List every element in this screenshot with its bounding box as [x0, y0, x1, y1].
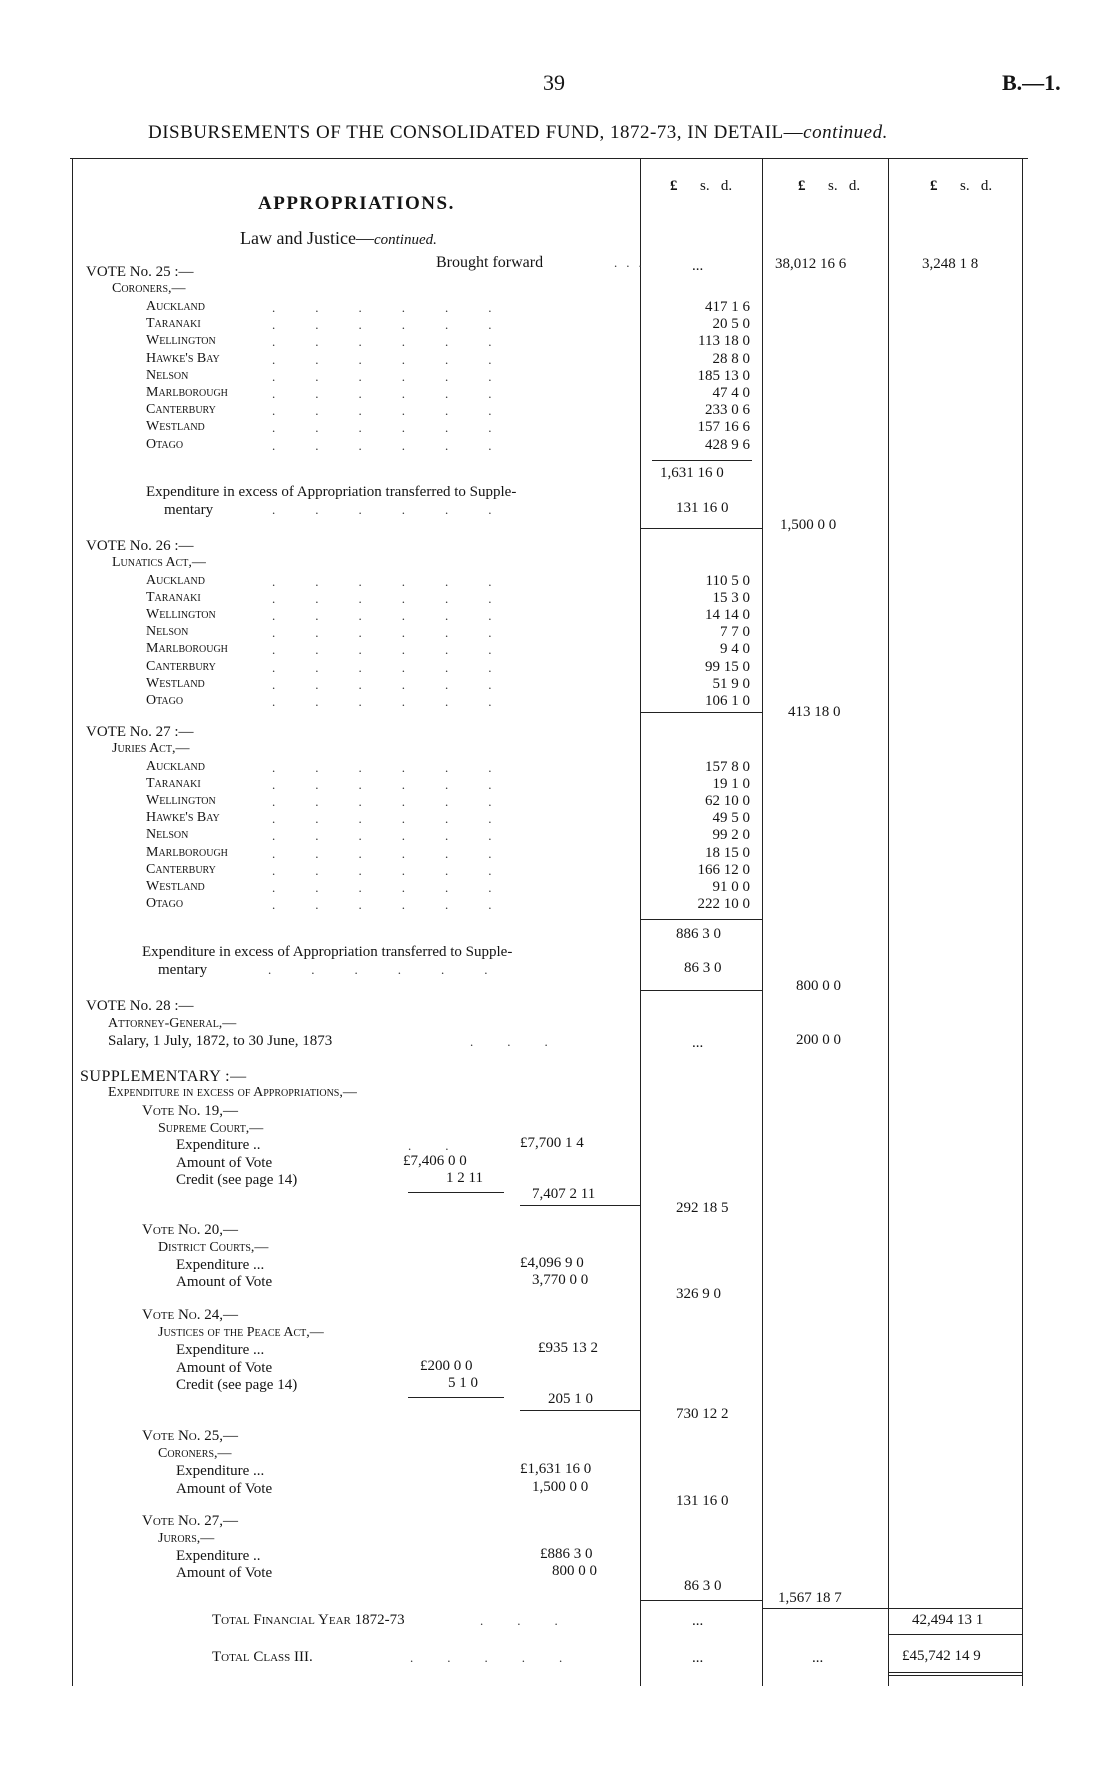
col2-d: d. — [848, 178, 861, 194]
list-item-name: Nelson — [146, 624, 189, 640]
supp-v24-rule2 — [520, 1410, 640, 1411]
list-item-value: 18 15 0 — [705, 844, 750, 861]
list-item-value: 233 0 6 — [705, 402, 750, 419]
supp-v19-rule2 — [520, 1205, 640, 1206]
leader-dots: ...... — [272, 760, 532, 775]
supp-v25-amt-label: Amount of Vote — [176, 1481, 273, 1497]
list-item-name: Westland — [146, 675, 205, 691]
list-item-name: Canterbury — [146, 861, 216, 877]
list-item-name: Wellington — [146, 607, 216, 623]
list-item-value: 99 15 0 — [705, 658, 750, 675]
vote26-heading: VOTE No. 26 :— — [86, 538, 194, 554]
leader-dots: ...... — [272, 386, 532, 401]
leader-dots: ...... — [272, 845, 532, 861]
supp-v19-amt-label: Amount of Vote — [176, 1155, 273, 1171]
supp-v24-cred: 5 1 0 — [448, 1375, 478, 1391]
leader-dots: ...... — [272, 591, 532, 607]
supp-v25-exp: £1,631 16 0 — [520, 1461, 592, 1477]
vote27-excess-dots: ...... — [268, 962, 528, 977]
supp-v27-exp-label: Expenditure .. — [176, 1548, 261, 1564]
supp-v19-rule — [408, 1192, 504, 1193]
fy-c1: ... — [692, 1613, 704, 1629]
vote27-total: 886 3 0 — [676, 926, 721, 942]
list-item-name: Hawke's Bay — [146, 350, 220, 366]
list-item-name: Auckland — [146, 299, 205, 314]
page-title — [148, 122, 888, 144]
leader-dots: ...... — [272, 828, 532, 844]
section-subtitle — [240, 228, 437, 249]
supp-v27-vote: Vote No. 27,— — [142, 1513, 238, 1529]
subtitle-text: Law and Justice— — [240, 228, 374, 248]
list-item-value: 9 4 0 — [720, 641, 750, 658]
vote27-excess: 86 3 0 — [684, 960, 722, 976]
list-item-name: Marlborough — [146, 641, 228, 657]
list-item-value: 28 8 0 — [712, 350, 750, 367]
leader-dots: ...... — [272, 693, 532, 709]
col1-s: s. — [700, 178, 710, 194]
list-item-name: Nelson — [146, 827, 189, 843]
supp-v19-exp-dots: .. — [408, 1138, 483, 1153]
col3-pound: £ — [930, 178, 938, 194]
list-item-name: Wellington — [146, 333, 216, 349]
supp-v27-excess: 86 3 0 — [684, 1578, 722, 1594]
list-item-name: Otago — [146, 895, 184, 911]
leader-dots: ...... — [272, 403, 532, 419]
supp-total: 1,567 18 7 — [778, 1590, 842, 1606]
vote28-c2: 200 0 0 — [796, 1032, 841, 1048]
section-title: APPROPRIATIONS. — [258, 193, 455, 214]
supp-v19-cred-label: Credit (see page 14) — [176, 1172, 298, 1188]
leader-dots: ...... — [272, 574, 532, 589]
supp-v20-amt: 3,770 0 0 — [532, 1272, 589, 1288]
fy-dots: ... — [480, 1613, 592, 1628]
supp-v19-amt: £7,406 0 0 — [403, 1153, 467, 1169]
supp-v19-exp-label: Expenditure .. — [176, 1137, 261, 1153]
supp-v24-amt-label: Amount of Vote — [176, 1360, 273, 1376]
document-reference: B.—1. — [1002, 70, 1061, 95]
supp-v25-court: Coroners,— — [158, 1446, 232, 1461]
leader-dots: ...... — [272, 862, 532, 878]
list-item-name: Hawke's Bay — [146, 810, 220, 826]
list-item-value: 47 4 0 — [712, 385, 750, 401]
col3-d: d. — [980, 178, 993, 194]
supp-v19-court: Supreme Court,— — [158, 1121, 264, 1136]
col3-s: s. — [960, 178, 970, 194]
supp-v20-excess: 326 9 0 — [676, 1286, 721, 1302]
col2-pound: £ — [798, 178, 806, 194]
vote25-excess-label-2: mentary — [164, 502, 214, 518]
vote28-sub: Attorney-General,— — [108, 1016, 237, 1031]
list-item-value: 20 5 0 — [712, 316, 750, 333]
col1-d: d. — [720, 178, 733, 194]
supp-v20-court: District Courts,— — [158, 1240, 269, 1255]
list-item-value: 157 16 6 — [697, 419, 750, 436]
leader-dots: ...... — [272, 437, 532, 453]
vote25-excess: 131 16 0 — [676, 500, 729, 516]
brought-forward-label: Brought forward — [436, 254, 544, 271]
vote25-total: 1,631 16 0 — [660, 465, 724, 481]
vote27-net-rule — [640, 990, 762, 991]
list-item-value: 49 5 0 — [712, 810, 750, 827]
class-c1: ... — [692, 1650, 704, 1666]
fy-c3: 42,494 13 1 — [912, 1612, 984, 1628]
page-number: 39 — [543, 70, 565, 95]
col2-rule — [762, 158, 763, 1686]
leader-dots: ...... — [272, 351, 532, 367]
class-double-rule-1 — [888, 1672, 1022, 1673]
list-item-name: Taranaki — [146, 590, 201, 606]
vote25-excess-label-1: Expenditure in excess of Appropriation transferred to Supple- — [146, 484, 517, 500]
list-item-name: Canterbury — [146, 658, 216, 674]
supp-v25-vote: Vote No. 25,— — [142, 1428, 238, 1444]
leader-dots: ...... — [272, 608, 532, 624]
list-item-name: Auckland — [146, 573, 205, 588]
vote26-net: 413 18 0 — [788, 704, 841, 720]
vote26-rule — [640, 712, 762, 713]
col2-head — [798, 178, 860, 195]
list-item-value: 7 7 0 — [720, 624, 750, 641]
fy-rule — [762, 1608, 1022, 1609]
title-continued: continued. — [803, 122, 888, 143]
brought-forward-c2: 38,012 16 6 — [775, 256, 847, 272]
vote27-excess-label-2: mentary — [158, 962, 208, 978]
list-item-value: 14 14 0 — [705, 607, 750, 624]
supp-v27-court: Jurors,— — [158, 1531, 215, 1546]
vote28-c1: ... — [692, 1035, 704, 1051]
vote25-net-rule — [640, 528, 762, 529]
list-item-name: Nelson — [146, 367, 189, 383]
class-double-rule-2 — [888, 1675, 1022, 1676]
list-item-name: Westland — [146, 419, 205, 435]
list-item-name: Otago — [146, 692, 184, 708]
list-item-name: Taranaki — [146, 776, 201, 792]
supp-v25-amt: 1,500 0 0 — [532, 1479, 589, 1495]
brought-forward-c3: 3,248 1 8 — [922, 256, 979, 272]
list-item-name: Marlborough — [146, 844, 228, 860]
brought-forward-dots: ... — [614, 255, 651, 270]
leader-dots: ...... — [272, 300, 532, 315]
vote25-excess-dots: ...... — [272, 502, 532, 517]
leader-dots: ...... — [272, 334, 532, 350]
supp-v19-subtotal: 7,407 2 11 — [532, 1186, 596, 1202]
supp-v19-exp: £7,700 1 4 — [520, 1135, 584, 1151]
vote27-sub: Juries Act,— — [112, 741, 190, 756]
supp-v27-amt: 800 0 0 — [552, 1563, 597, 1579]
col3-rule — [888, 158, 889, 1686]
class-label: Total Class III. — [212, 1649, 313, 1665]
leader-dots: ...... — [272, 777, 532, 793]
vote25-sub: Coroners,— — [112, 281, 186, 296]
supp-v25-exp-label: Expenditure ... — [176, 1463, 265, 1479]
left-rule — [72, 158, 73, 1686]
vote27-rule — [640, 919, 762, 920]
supp-v19-vote: Vote No. 19,— — [142, 1103, 238, 1119]
list-item-value: 91 0 0 — [712, 878, 750, 895]
supp-v24-vote: Vote No. 24,— — [142, 1307, 238, 1323]
supp-v19-excess: 292 18 5 — [676, 1200, 729, 1216]
subtitle-continued: continued. — [373, 232, 437, 248]
supp-heading: SUPPLEMENTARY :— — [80, 1068, 247, 1085]
supp-v24-exp-label: Expenditure ... — [176, 1342, 265, 1358]
col1-pound: £ — [670, 178, 678, 194]
leader-dots: ...... — [272, 676, 532, 692]
col1-rule — [640, 158, 641, 1686]
list-item-value: 51 9 0 — [712, 675, 750, 692]
leader-dots: ...... — [272, 896, 532, 912]
supp-v20-exp-label: Expenditure ... — [176, 1257, 265, 1273]
class-dots: ..... — [410, 1650, 597, 1665]
list-item-name: Canterbury — [146, 402, 216, 418]
list-item-value: 157 8 0 — [705, 759, 750, 775]
supp-v24-amt: £200 0 0 — [420, 1358, 473, 1374]
class-c2: ... — [812, 1650, 824, 1666]
fy-label: Total Financial Year 1872-73 — [212, 1612, 405, 1628]
list-item-value: 113 18 0 — [698, 333, 750, 350]
leader-dots: ...... — [272, 811, 532, 827]
list-item-value: 99 2 0 — [712, 827, 750, 844]
supp-v24-court: Justices of the Peace Act,— — [158, 1325, 324, 1340]
top-rule — [70, 158, 1028, 159]
list-item-name: Taranaki — [146, 316, 201, 332]
list-item-value: 417 1 6 — [705, 299, 750, 315]
vote27-net: 800 0 0 — [796, 978, 841, 994]
list-item-value: 222 10 0 — [697, 895, 750, 912]
supp-v24-exp: £935 13 2 — [538, 1340, 598, 1356]
vote28-dots: ... — [470, 1034, 582, 1049]
supp-v24-excess: 730 12 2 — [676, 1406, 729, 1422]
list-item-value: 15 3 0 — [712, 590, 750, 607]
class-rule — [888, 1634, 1022, 1635]
list-item-name: Marlborough — [146, 385, 228, 400]
list-item-name: Wellington — [146, 793, 216, 809]
list-item-value: 106 1 0 — [705, 692, 750, 709]
list-item-value: 166 12 0 — [697, 861, 750, 878]
vote27-heading: VOTE No. 27 :— — [86, 724, 194, 740]
leader-dots: ...... — [272, 420, 532, 436]
right-rule — [1022, 158, 1023, 1686]
supp-v27-exp: £886 3 0 — [540, 1546, 593, 1562]
supp-v24-rule — [408, 1397, 504, 1398]
leader-dots: ...... — [272, 317, 532, 333]
title-text: DISBURSEMENTS OF THE CONSOLIDATED FUND, 1872-73, IN DETAIL— — [148, 122, 804, 143]
vote25-net: 1,500 0 0 — [780, 517, 837, 533]
list-item-value: 428 9 6 — [705, 436, 750, 453]
col2-s: s. — [828, 178, 838, 194]
class-c3: £45,742 14 9 — [902, 1648, 981, 1664]
leader-dots: ...... — [272, 368, 532, 384]
list-item-value: 19 1 0 — [712, 776, 750, 793]
supp-v19-cred: 1 2 11 — [446, 1170, 483, 1186]
supp-v25-excess: 131 16 0 — [676, 1493, 729, 1509]
supp-sub: Expenditure in excess of Appropriations,— — [108, 1085, 357, 1100]
list-item-value: 185 13 0 — [697, 367, 750, 384]
supp-v20-vote: Vote No. 20,— — [142, 1222, 238, 1238]
leader-dots: ...... — [272, 879, 532, 895]
col1-head — [670, 178, 732, 195]
leader-dots: ...... — [272, 659, 532, 675]
supp-v20-amt-label: Amount of Vote — [176, 1274, 273, 1290]
supp-total-rule — [640, 1600, 762, 1601]
vote26-sub: Lunatics Act,— — [112, 555, 206, 570]
supp-v24-cred-label: Credit (see page 14) — [176, 1377, 298, 1393]
vote25-heading: VOTE No. 25 :— — [86, 264, 194, 280]
list-item-value: 62 10 0 — [705, 793, 750, 810]
supp-v27-amt-label: Amount of Vote — [176, 1565, 273, 1581]
col3-head — [930, 178, 992, 195]
vote28-heading: VOTE No. 28 :— — [86, 998, 194, 1014]
list-item-name: Westland — [146, 878, 205, 894]
leader-dots: ...... — [272, 794, 532, 810]
leader-dots: ...... — [272, 642, 532, 658]
list-item-name: Auckland — [146, 759, 205, 774]
vote25-rule — [652, 460, 752, 461]
leader-dots: ...... — [272, 625, 532, 641]
brought-forward-c1: ... — [692, 258, 704, 274]
list-item-name: Otago — [146, 436, 184, 452]
supp-v24-subtotal: 205 1 0 — [548, 1391, 593, 1407]
list-item-value: 110 5 0 — [705, 573, 750, 589]
vote27-excess-label-1: Expenditure in excess of Appropriation transferred to Supple- — [142, 944, 513, 960]
vote28-line: Salary, 1 July, 1872, to 30 June, 1873 — [108, 1033, 333, 1049]
supp-v20-exp: £4,096 9 0 — [520, 1255, 584, 1271]
